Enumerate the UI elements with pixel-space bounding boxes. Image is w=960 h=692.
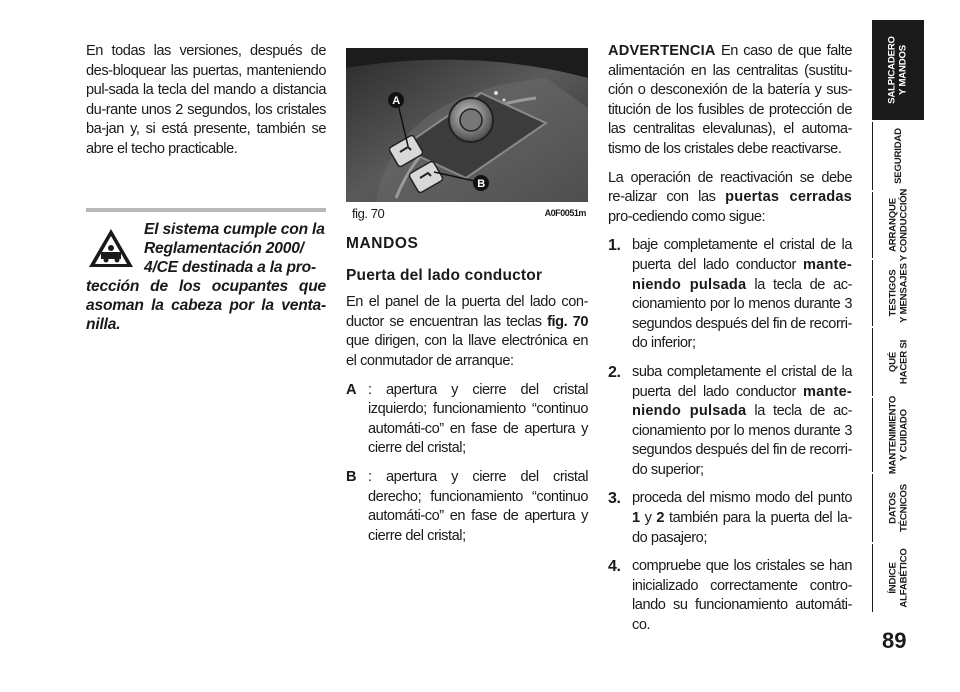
advertencia-title: ADVERTENCIA [608, 43, 716, 59]
tab-salpicadero[interactable] [872, 20, 924, 120]
left-column [86, 42, 326, 334]
tab-label: SALPICADERO Y MANDOS [886, 36, 908, 104]
tab-seguridad[interactable] [872, 122, 925, 190]
tab-label: DATOS TÉCNICOS [887, 484, 909, 532]
tab-label: QUÉ HACER SI [887, 339, 909, 385]
reactivation-paragraph: La operación de reactivación se debe re-alizar con las puertas cerradas pro-cediendo como sigue: [608, 169, 853, 225]
figure-code: A0F0051m [544, 208, 586, 218]
tab-label: ÍNDICE ALFABÉTICO [887, 548, 909, 608]
figure-label: fig. 70 [352, 206, 385, 221]
tab-label: ARRANQUE Y CONDUCCIÓN [887, 188, 909, 262]
list-item: A : apertura y cierre del cristal izquierdo; funcionamiento “continuo automáti-co” en fase de apertura y cierre del cristal; [346, 381, 588, 457]
warning-line-1: El sistema cumple con la [144, 220, 325, 238]
middle-column [346, 48, 588, 555]
controls-intro: En el panel de la puerta del lado con-ductor se encuentran las teclas fig. 70 que dirigen, con la llave electrónica en el conmutador de arranque: [346, 294, 589, 369]
section-sidebar [872, 0, 960, 692]
marker-a: A [392, 95, 400, 107]
tab-datos[interactable] [872, 474, 925, 542]
tab-testigos[interactable] [872, 260, 925, 326]
right-column [608, 42, 852, 645]
head-out-window-warning-icon [86, 226, 136, 270]
warning-rest: tección de los ocupantes que asoman la cabeza por la venta-nilla. [86, 277, 326, 333]
tab-label: MANTENIMIENTO Y CUIDADO [887, 395, 909, 475]
step-item: 1. baje completamente el cristal de la puerta del lado conductor mante-niendo pulsada la tecla de ac-cionamiento por lo menos durante 3 segundos después del fin de recorri-do inferior; [608, 237, 852, 352]
list-item: B : apertura y cierre del cristal derecho; funcionamiento “continuo automáti-co” en fase de apertura y cierre del cristal; [346, 468, 588, 544]
tab-que-hacer[interactable] [872, 328, 925, 396]
warning-divider [86, 208, 326, 212]
tab-label: TESTIGOS Y MENSAJES [887, 263, 909, 323]
section-subheading: Puerta del lado conductor [346, 266, 543, 284]
step-item: 4. compruebe que los cristales se han inicializado correctamente contro-lando su funcionamiento automáti-co. [608, 558, 852, 634]
warning-box [86, 220, 326, 334]
section-heading: MANDOS [346, 235, 419, 252]
figure-reference: fig. 70 [547, 313, 589, 330]
tab-mantenimiento[interactable] [872, 395, 925, 475]
marker-b: B [477, 178, 485, 190]
warning-line-3: 4/CE destinada a la pro- [144, 258, 316, 276]
door-switch-photo [346, 48, 588, 202]
tab-label: SEGURIDAD [892, 128, 904, 184]
step-item: 2. suba completamente el cristal de la puerta del lado conductor mante-niendo pulsada la tecla de ac-cionamiento por lo menos durante 3 segundos después del fin de recorri-do superior; [608, 363, 852, 478]
door-panel-illustration [346, 48, 588, 202]
tab-indice[interactable] [872, 544, 925, 612]
tab-arranque[interactable] [872, 188, 925, 262]
intro-paragraph: En todas las versiones, después de des-bloquear las puertas, manteniendo pul-sada la tecla del mando a distancia du-rante unos 2 segundos, los cristales ba-jan y, si está presente, también se abre el techo practicable. [86, 43, 326, 157]
step-item: 3. proceda del mismo modo del punto 1 y 2 también para la puerta del la-do pasajero; [608, 490, 853, 546]
page-number: 89 [882, 628, 907, 653]
warning-line-2: Reglamentación 2000/ [144, 239, 304, 257]
advertencia-paragraph: ADVERTENCIA En caso de que falte alimentación en las centralitas (sustitu-ción o desconexión de la batería y sus-titución de los fusibles de protección de las centralitas elevalunas), el automa-tismo de los cristales debe reactivarse. [608, 43, 852, 157]
